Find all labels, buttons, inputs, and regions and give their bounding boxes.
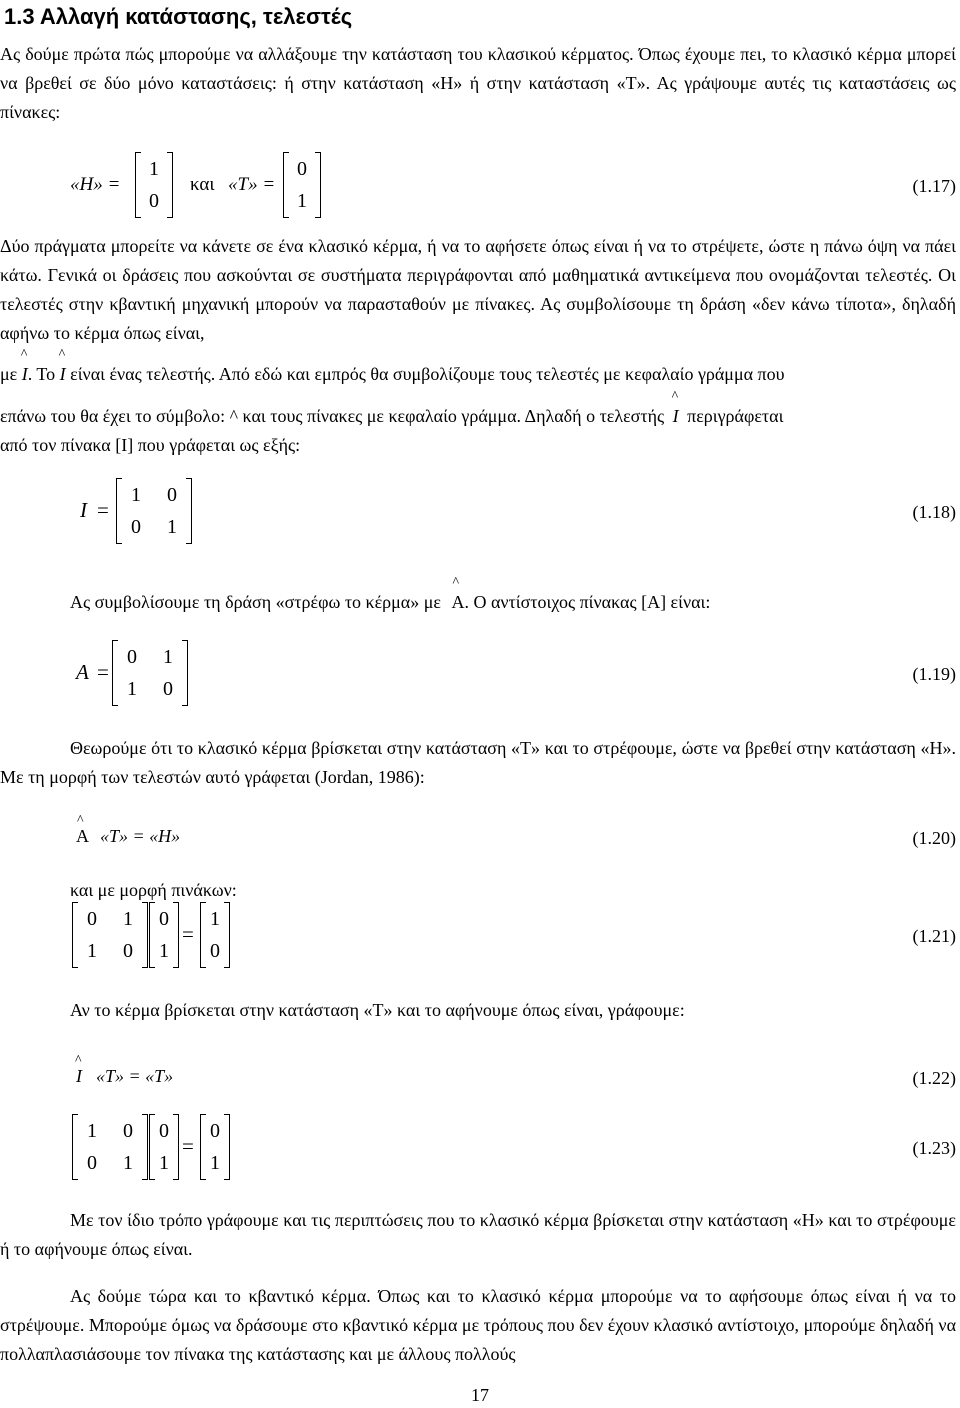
matrix-cell: 0: [210, 1120, 220, 1142]
equation-expression: «Τ» = «Τ»: [96, 1066, 174, 1086]
paragraph-example: Θεωρούμε ότι το κλασικό κέρμα βρίσκεται στην κατάσταση «Τ» και το στρέφουμε, ώστε να βρεθεί στην κατάσταση «Η». Με τη μορφή των τελεστών αυτό γράφεται (Jordan, 1986):: [0, 738, 956, 787]
equation-1-17: [0, 152, 960, 220]
paragraph-other-cases: Με τον ίδιο τρόπο γράφουμε και τις περιπτώσεις που το κλασικό κέρμα βρίσκεται στην κατάσταση «Η» και το στρέφουμε ή το αφήνουμε όπως είναι.: [0, 1210, 956, 1259]
equation-number: (1.19): [912, 664, 956, 684]
matrix-cell: 0: [159, 908, 169, 930]
matrix-t: [283, 152, 321, 218]
section-title: 1.3 Αλλαγή κατάστασης, τελεστές: [4, 4, 353, 29]
paragraph-intro: Ας δούμε πρώτα πώς μπορούμε να αλλάξουμε την κατάσταση του κλασικού κέρματος. Όπως έχουμε πει, το κλασικό κέρμα μπορεί να βρεθεί σε δύο μόνο καταστάσεις: ή στην κατάσταση «Η» ή στην κατάσταση «Τ». Ας γράψουμε αυτές τις καταστάσεις ως πίνακες:: [0, 44, 956, 122]
matrix-state-t: [200, 1114, 230, 1180]
equation-number: (1.18): [912, 502, 956, 522]
matrix-cell: 1: [127, 678, 137, 700]
matrix-state-t: [149, 902, 179, 968]
equation-number: (1.22): [912, 1068, 956, 1088]
hat-icon: ^: [20, 347, 28, 362]
equals-sign: =: [182, 1134, 194, 1158]
equation-1-20: [0, 813, 960, 854]
matrix-cell: 0: [123, 1120, 133, 1142]
operator-i-hat: ^ I: [75, 1053, 82, 1086]
paragraph-flip: Ας συμβολίσουμε τη δράση «στρέφω το κέρμα» με ^ A. Ο αντίστοιχος πίνακας [Α] είναι:: [70, 588, 960, 617]
matrix-cell: 1: [131, 484, 141, 506]
matrix-cell: 1: [159, 940, 169, 962]
hat-icon: ^: [671, 389, 679, 404]
equals-sign: =: [97, 498, 109, 522]
matrix-cell: 0: [210, 940, 220, 962]
paragraph-line: με ^ I. Το ^ I είναι ένας τελεστής. Από εδώ και εμπρός θα συμβολίζουμε τους τελεστές με κεφαλαίο γράμμα που: [0, 360, 956, 389]
matrix-identity: [72, 1114, 148, 1180]
equation-number: (1.21): [912, 926, 956, 946]
and-word: και: [190, 174, 215, 195]
matrix-cell: 0: [159, 1120, 169, 1142]
operator-a-hat: ^ A: [451, 575, 465, 612]
state-h-label: «Η» =: [70, 174, 121, 195]
matrix-cell: 0: [127, 646, 137, 668]
equation-number: (1.20): [912, 828, 956, 848]
paragraph-quantum-coin: Ας δούμε τώρα και το κβαντικό κέρμα. Όπως και το κλασικό κέρμα μπορούμε να το αφήσουμε όπως είναι ή να το στρέψουμε. Μπορούμε όμως να δράσουμε στο κβαντικό κέρμα με τρόπους που δεν έχουν κλασικό αντίστοιχο, μπορούμε δηλαδή να πολλαπλασιάσουμε τον πίνακα της κατάστασης και με άλλους πολλούς: [0, 1286, 956, 1364]
matrix-cell: 0: [123, 940, 133, 962]
state-t-label: «Τ» =: [228, 174, 276, 195]
matrix-identity: [116, 478, 192, 544]
matrix-cell: 0: [87, 1152, 97, 1174]
matrix-cell: 1: [297, 190, 307, 212]
matrix-cell: 0: [131, 516, 141, 538]
equation-number: (1.23): [912, 1138, 956, 1158]
matrix-cell: 1: [210, 1152, 220, 1174]
operator-a-hat: ^ A: [76, 813, 89, 846]
equation-expression: «Τ» = «Η»: [100, 826, 181, 846]
matrix-cell: 1: [159, 1152, 169, 1174]
operator-i-hat: ^ I: [671, 389, 679, 426]
equation-1-19: [0, 640, 960, 706]
matrix-cell: 0: [149, 190, 159, 212]
matrix-flip: [72, 902, 148, 968]
equation-1-18: [0, 478, 960, 544]
matrix-cell: 1: [123, 908, 133, 930]
flip-symbol: A: [76, 660, 89, 684]
equation-number: (1.17): [912, 176, 956, 196]
paragraph-operators: Δύο πράγματα μπορείτε να κάνετε σε ένα κλασικό κέρμα, ή να το αφήσετε όπως είναι ή να το στρέψετε, ώστε η πάνω όψη να πάει κάτω. Γενικά οι δράσεις που ασκούνται σε συστήματα περιγράφονται από μαθηματικά αντικείμενα που ονομάζονται τελεστές. Οι τελεστές στην κβαντική μηχανική μπορούν να παρασταθούν με πίνακες. Ας συμβολίσουμε τη δράση «δεν κάνω τίποτα», δηλαδή αφήνω το κέρμα όπως είναι,: [0, 236, 956, 343]
matrix-cell: 0: [87, 908, 97, 930]
operator-i-hat: ^ I: [58, 347, 66, 384]
matrix-state-t: [149, 1114, 179, 1180]
matrix-cell: 1: [87, 940, 97, 962]
matrix-cell: 1: [149, 158, 159, 180]
hat-icon: ^: [452, 575, 460, 590]
paragraph-matrix-form: και με μορφή πινάκων:: [70, 880, 237, 900]
hat-icon: ^: [75, 1053, 82, 1068]
equation-1-22: [0, 1053, 960, 1094]
matrix-state-h: [200, 902, 230, 968]
identity-symbol: I: [80, 498, 87, 522]
hat-icon: ^: [58, 347, 66, 362]
paragraph-line: από τον πίνακα [I] που γράφεται ως εξής:: [0, 435, 301, 455]
paragraph-leave: Αν το κέρμα βρίσκεται στην κατάσταση «Τ» και το αφήνουμε όπως είναι, γράφουμε:: [70, 1000, 685, 1020]
hat-icon: ^: [77, 813, 84, 828]
equation-1-23: [0, 1114, 960, 1180]
matrix-cell: 1: [210, 908, 220, 930]
equation-1-21: [0, 902, 960, 968]
operator-i-hat: ^ I: [20, 347, 28, 384]
equals-sign: =: [182, 922, 194, 946]
equals-sign: =: [97, 660, 109, 684]
page-number: 17: [471, 1385, 489, 1405]
paragraph-line: επάνω του θα έχει το σύμβολο: ^ και τους πίνακες με κεφαλαίο γράμμα. Δηλαδή ο τελεστής ^ I περιγράφεται: [0, 402, 956, 431]
matrix-cell: 0: [297, 158, 307, 180]
matrix-cell: 1: [87, 1120, 97, 1142]
matrix-flip: [112, 640, 188, 706]
matrix-cell: 0: [167, 484, 177, 506]
matrix-cell: 1: [163, 646, 173, 668]
matrix-cell: 1: [123, 1152, 133, 1174]
matrix-h: [135, 152, 173, 218]
matrix-cell: 1: [167, 516, 177, 538]
matrix-cell: 0: [163, 678, 173, 700]
